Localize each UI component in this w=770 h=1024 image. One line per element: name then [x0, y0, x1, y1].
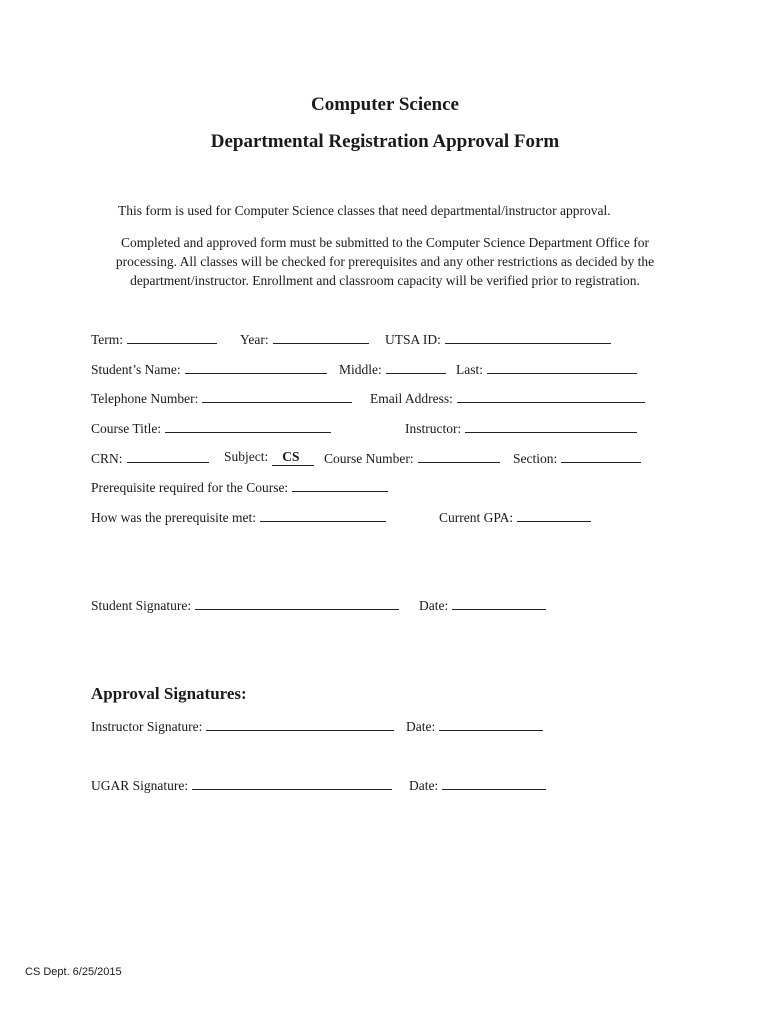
telephone-label: Telephone Number: — [91, 391, 199, 406]
student-name-field[interactable] — [91, 360, 327, 378]
crn-label: CRN: — [91, 451, 123, 466]
section-line[interactable] — [561, 449, 641, 463]
course-number-field[interactable] — [324, 449, 500, 467]
middle-line[interactable] — [386, 360, 446, 374]
prerequisite-met-line[interactable] — [260, 508, 386, 522]
instructor-label: Instructor: — [405, 421, 462, 436]
course-number-line[interactable] — [418, 449, 500, 463]
utsa-id-line[interactable] — [445, 330, 611, 344]
middle-field[interactable] — [339, 360, 446, 378]
student-signature-label: Student Signature: — [91, 598, 192, 613]
instructor-field[interactable] — [405, 419, 637, 437]
subject-label: Subject: — [224, 449, 269, 464]
email-label: Email Address: — [370, 391, 453, 406]
prerequisite-required-label: Prerequisite required for the Course: — [91, 480, 289, 495]
student-signature-field[interactable] — [91, 596, 399, 614]
current-gpa-label: Current GPA: — [439, 510, 514, 525]
course-title-line[interactable] — [165, 419, 331, 433]
approval-heading: Approval Signatures: — [91, 684, 247, 703]
instructor-signature-field[interactable] — [91, 717, 394, 735]
intro-line: This form is used for Computer Science classes that need departmental/instructor approval. — [118, 203, 611, 218]
instructor-line[interactable] — [465, 419, 637, 433]
intro-paragraph: Completed and approved form must be submitted to the Computer Science Department Office for processing. All classes will be checked for prerequisites and any other restrictions as decided by the department/instructor. Enrollment and classroom capacity will be verified prior to registration. — [115, 235, 655, 288]
student-date-label: Date: — [419, 598, 449, 613]
instructor-date-label: Date: — [406, 719, 436, 734]
ugar-signature-field[interactable] — [91, 776, 392, 794]
current-gpa-field[interactable] — [439, 508, 591, 526]
crn-field[interactable] — [91, 449, 209, 467]
term-label: Term: — [91, 332, 124, 347]
student-name-label: Student’s Name: — [91, 362, 181, 377]
course-number-label: Course Number: — [324, 451, 414, 466]
last-label: Last: — [456, 362, 483, 377]
telephone-line[interactable] — [202, 389, 352, 403]
ugar-date-field[interactable] — [409, 776, 546, 794]
section-label: Section: — [513, 451, 558, 466]
ugar-date-line[interactable] — [442, 776, 546, 790]
prerequisite-met-label: How was the prerequisite met: — [91, 510, 256, 525]
form-title: Computer Science — [311, 94, 459, 115]
prerequisite-required-line[interactable] — [292, 478, 388, 492]
middle-label: Middle: — [339, 362, 382, 377]
last-field[interactable] — [456, 360, 637, 378]
current-gpa-line[interactable] — [517, 508, 591, 522]
year-label: Year: — [240, 332, 269, 347]
course-title-label: Course Title: — [91, 421, 162, 436]
instructor-signature-label: Instructor Signature: — [91, 719, 203, 734]
footer-revision: CS Dept. 6/25/2015 — [25, 966, 122, 978]
course-title-field[interactable] — [91, 419, 331, 437]
utsa-id-field[interactable] — [385, 330, 611, 348]
term-field[interactable] — [91, 330, 217, 348]
instructor-date-line[interactable] — [439, 717, 543, 731]
student-name-line[interactable] — [185, 360, 327, 374]
last-line[interactable] — [487, 360, 637, 374]
subject-value: CS — [272, 449, 313, 466]
utsa-id-label: UTSA ID: — [385, 332, 441, 347]
prerequisite-met-field[interactable] — [91, 508, 386, 526]
crn-line[interactable] — [127, 449, 209, 463]
email-line[interactable] — [457, 389, 645, 403]
form-subtitle: Departmental Registration Approval Form — [210, 131, 560, 152]
student-signature-line[interactable] — [195, 596, 399, 610]
email-field[interactable] — [370, 389, 645, 407]
section-field[interactable] — [513, 449, 641, 467]
student-date-field[interactable] — [419, 596, 546, 614]
year-line[interactable] — [273, 330, 369, 344]
year-field[interactable] — [240, 330, 369, 348]
telephone-field[interactable] — [91, 389, 352, 407]
student-date-line[interactable] — [452, 596, 546, 610]
ugar-signature-line[interactable] — [192, 776, 392, 790]
ugar-date-label: Date: — [409, 778, 439, 793]
term-line[interactable] — [127, 330, 217, 344]
instructor-signature-line[interactable] — [206, 717, 394, 731]
ugar-signature-label: UGAR Signature: — [91, 778, 189, 793]
subject-field[interactable] — [224, 449, 314, 466]
prerequisite-required-field[interactable] — [91, 478, 388, 496]
instructor-date-field[interactable] — [406, 717, 543, 735]
